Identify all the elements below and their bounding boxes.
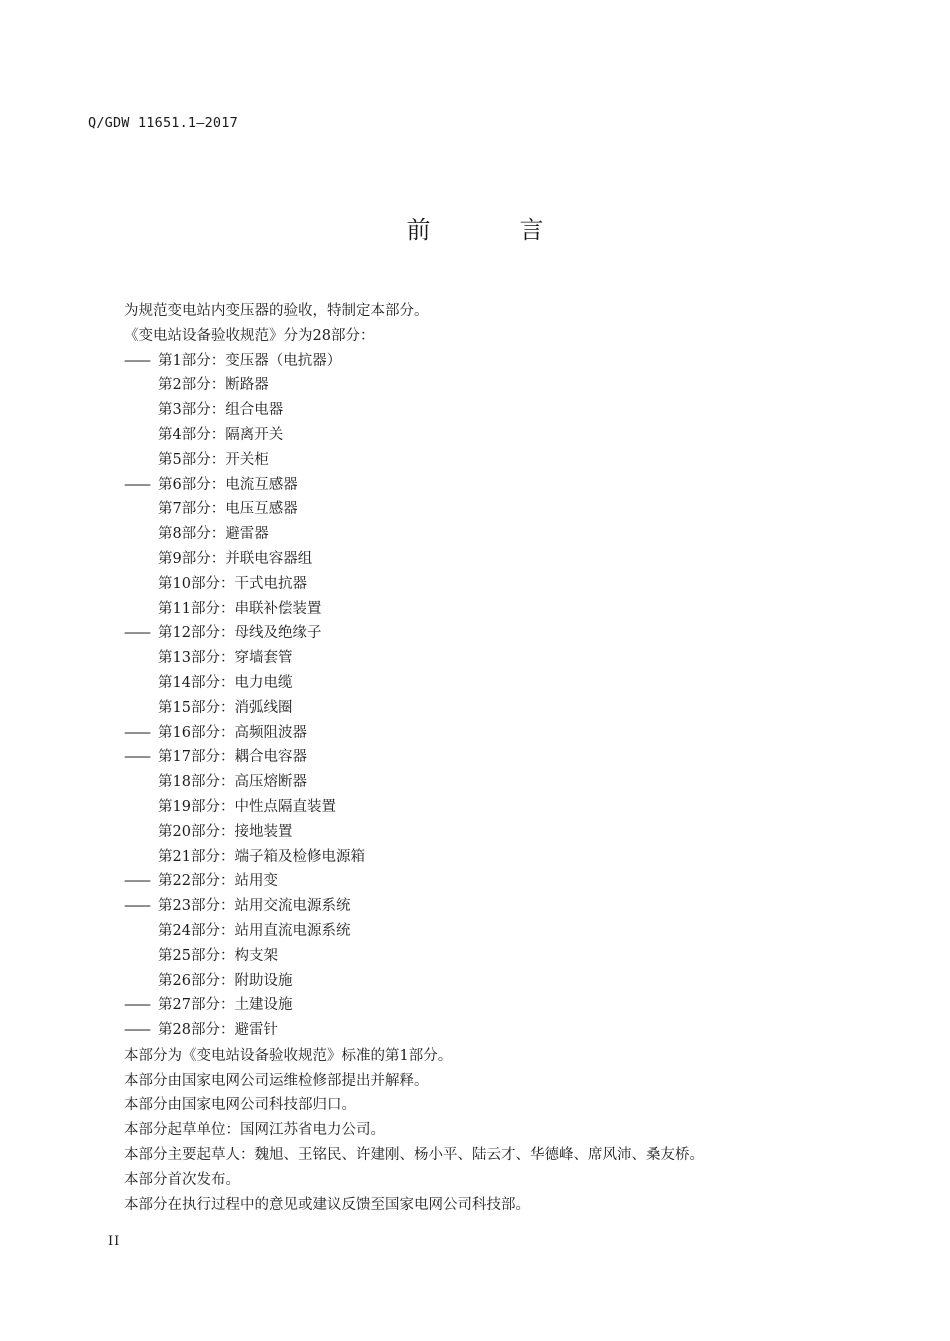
part-list-item [124, 770, 824, 795]
part-dash: —— [124, 625, 149, 642]
part-label: 第24部分：站用直流电源系统 [158, 922, 351, 939]
part-label: 第28部分：避雷针 [158, 1022, 278, 1039]
part-list-item [124, 597, 824, 622]
page-title-char-2: 言 [519, 216, 544, 244]
part-list-item [124, 448, 824, 473]
outro-line: 本部分首次发布。 [124, 1171, 240, 1188]
part-list-item [124, 547, 824, 572]
part-list-item [124, 869, 824, 894]
intro-line: 为规范变电站内变压器的验收，特制定本部分。 [124, 303, 429, 319]
part-list-item [124, 349, 824, 374]
outro-line: 本部分由国家电网公司运维检修部提出并解释。 [124, 1072, 429, 1089]
part-list-item [124, 919, 824, 944]
part-list-item [124, 671, 824, 696]
part-label: 第3部分：组合电器 [158, 402, 284, 419]
part-list-item [124, 1018, 824, 1043]
part-list-item [124, 473, 824, 498]
part-label: 第8部分：避雷器 [158, 526, 269, 543]
part-list-item [124, 993, 824, 1018]
document-code: Q/GDW 11651.1—2017 [88, 115, 238, 131]
part-label: 第16部分：高频阻波器 [158, 724, 307, 741]
part-list-item [124, 646, 824, 671]
part-list-item [124, 572, 824, 597]
page-number: II [108, 1234, 121, 1249]
part-label: 第14部分：电力电缆 [158, 674, 293, 691]
part-label: 第20部分：接地装置 [158, 823, 293, 840]
part-dash: —— [124, 749, 149, 766]
outro-line: 本部分为《变电站设备验收规范》标准的第1部分。 [124, 1047, 453, 1064]
part-list-item [124, 795, 824, 820]
part-label: 第25部分：构支架 [158, 947, 278, 964]
intro-paragraphs [124, 299, 824, 349]
part-label: 第1部分：变压器（电抗器） [158, 352, 342, 369]
part-label: 第10部分：干式电抗器 [158, 575, 307, 592]
part-label: 第9部分：并联电容器组 [158, 550, 313, 567]
part-dash: —— [124, 724, 149, 741]
outro-line: 本部分起草单位：国网江苏省电力公司。 [124, 1122, 385, 1139]
outro-line: 本部分由国家电网公司科技部归口。 [124, 1097, 356, 1114]
part-label: 第13部分：穿墙套管 [158, 650, 293, 667]
part-list-item [124, 845, 824, 870]
part-list-item [124, 621, 824, 646]
part-dash: —— [124, 1022, 149, 1039]
part-list-item [124, 398, 824, 423]
part-label: 第15部分：消弧线圈 [158, 699, 293, 716]
part-list-item [124, 894, 824, 919]
outro-paragraphs [124, 1044, 844, 1218]
part-label: 第21部分：端子箱及检修电源箱 [158, 848, 365, 865]
parts-list [124, 349, 824, 1043]
part-label: 第26部分：附助设施 [158, 972, 293, 989]
part-label: 第19部分：中性点隔直装置 [158, 798, 336, 815]
part-list-item [124, 721, 824, 746]
part-list-item [124, 745, 824, 770]
outro-line: 本部分主要起草人：魏旭、王铭民、许建刚、杨小平、陆云才、华德峰、席风沛、桑友桥。 [124, 1146, 704, 1163]
outro-line: 本部分在执行过程中的意见或建议反馈至国家电网公司科技部。 [124, 1196, 530, 1213]
part-dash: —— [124, 873, 149, 890]
page-title [0, 210, 950, 245]
part-label: 第23部分：站用交流电源系统 [158, 898, 351, 915]
part-label: 第17部分：耦合电容器 [158, 749, 307, 766]
part-list-item [124, 423, 824, 448]
part-list-item [124, 522, 824, 547]
part-dash: —— [124, 898, 149, 915]
part-label: 第22部分：站用变 [158, 873, 278, 890]
part-label: 第7部分：电压互感器 [158, 501, 298, 518]
part-label: 第27部分：土建设施 [158, 997, 293, 1014]
part-label: 第11部分：串联补偿装置 [158, 600, 322, 617]
part-dash: —— [124, 352, 149, 369]
page-title-char-1: 前 [406, 216, 431, 244]
part-list-item [124, 373, 824, 398]
part-label: 第5部分：开关柜 [158, 451, 269, 468]
part-list-item [124, 944, 824, 969]
part-list-item [124, 969, 824, 994]
part-label: 第18部分：高压熔断器 [158, 774, 307, 791]
part-list-item [124, 497, 824, 522]
part-label: 第2部分：断路器 [158, 377, 269, 394]
part-dash: —— [124, 997, 149, 1014]
intro-line: 《变电站设备验收规范》分为28部分： [124, 327, 375, 344]
part-label: 第4部分：隔离开关 [158, 426, 284, 443]
part-list-item [124, 820, 824, 845]
part-list-item [124, 696, 824, 721]
part-label: 第12部分：母线及绝缘子 [158, 625, 322, 642]
part-dash: —— [124, 476, 149, 493]
part-label: 第6部分：电流互感器 [158, 476, 298, 493]
